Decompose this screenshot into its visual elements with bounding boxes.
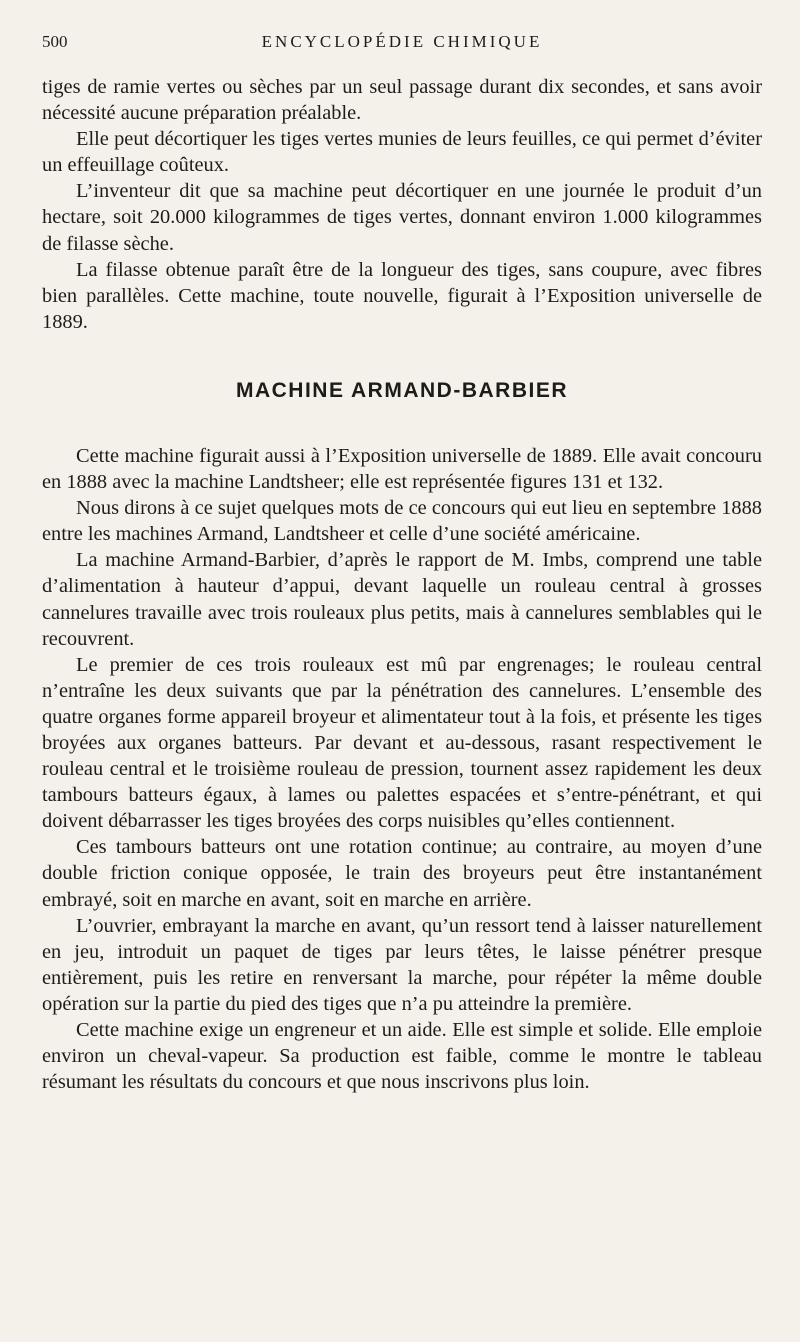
paragraph: Le premier de ces trois rouleaux est mû par engrenages; le rouleau central n’entraîne les deux suivants que par la pénétration des cannelures. L’ensemble des quatre organes forme appareil broyeur et alimentateur tout à la fois, et présente les tiges broyées aux organes batteurs. Par devant et au-dessous, rasant respectivement le rouleau central et le troisième rouleau de pression, tournent assez rapidement les deux tambours batteurs égaux, à lames ou palettes espacées et s’entre-pénétrant, et qui doivent débarrasser les tiges broyées des corps nuisibles qu’elles contiennent. (42, 653, 762, 833)
paragraph: Ces tambours batteurs ont une rotation continue; au contraire, au moyen d’une double friction conique opposée, le train des broyeurs peut être instantanément embrayé, soit en marche en avant, soit en marche en arrière. (42, 836, 762, 911)
paragraph: La machine Armand-Barbier, d’après le rapport de M. Imbs, comprend une table d’alimentation à hauteur d’appui, devant laquelle un rouleau central à grosses cannelures travaille avec trois rouleaux plus petits, mais à cannelures semblables qui le recouvrent. (42, 549, 762, 650)
paragraph: Cette machine exige un engreneur et un aide. Elle est simple et solide. Elle emploie environ un cheval-vapeur. Sa production est faible, comme le montre le tableau résumant les résultats du concours et que nous inscrivons plus loin. (42, 1019, 762, 1094)
page-number: 500 (42, 32, 68, 51)
section-text (42, 443, 762, 1095)
paragraph: tiges de ramie vertes ou sèches par un seul passage durant dix secondes, et sans avoir nécessité aucune préparation préalable. (42, 76, 762, 125)
paragraph: Cette machine figurait aussi à l’Exposition universelle de 1889. Elle avait concouru en 1888 avec la machine Landtsheer; elle est représentée figures 131 et 132. (42, 444, 762, 494)
paragraph: L’inventeur dit que sa machine peut décortiquer en une journée le produit d’un hectare, soit 20.000 kilogrammes de tiges vertes, donnant environ 1.000 kilogrammes de filasse sèche. (42, 180, 762, 255)
section-heading: MACHINE ARMAND-BARBIER (235, 378, 569, 402)
paragraph: L’ouvrier, embrayant la marche en avant, qu’un ressort tend à laisser naturellement en jeu, introduit un paquet de tiges par leurs têtes, le laisse pénétrer presque entièrement, puis les retire en renversant la marche, pour répéter la même double opération sur la partie du pied des tiges que n’a pu atteindre la première. (42, 914, 762, 1015)
running-header (42, 30, 762, 56)
paragraph: La filasse obtenue paraît être de la longueur des tiges, sans coupure, avec fibres bien parallèles. Cette machine, toute nouvelle, figurait à l’Exposition universelle de 1889. (42, 258, 762, 333)
paragraph: Elle peut décortiquer les tiges vertes munies de leurs feuilles, ce qui permet d’éviter un effeuillage coûteux. (42, 128, 762, 177)
intro-text (42, 74, 762, 335)
paragraph: Nous dirons à ce sujet quelques mots de ce concours qui eut lieu en septembre 1888 entre les machines Armand, Landtsheer et celle d’une société américaine. (42, 497, 762, 546)
journal-title: ENCYCLOPÉDIE CHIMIQUE (261, 32, 543, 51)
